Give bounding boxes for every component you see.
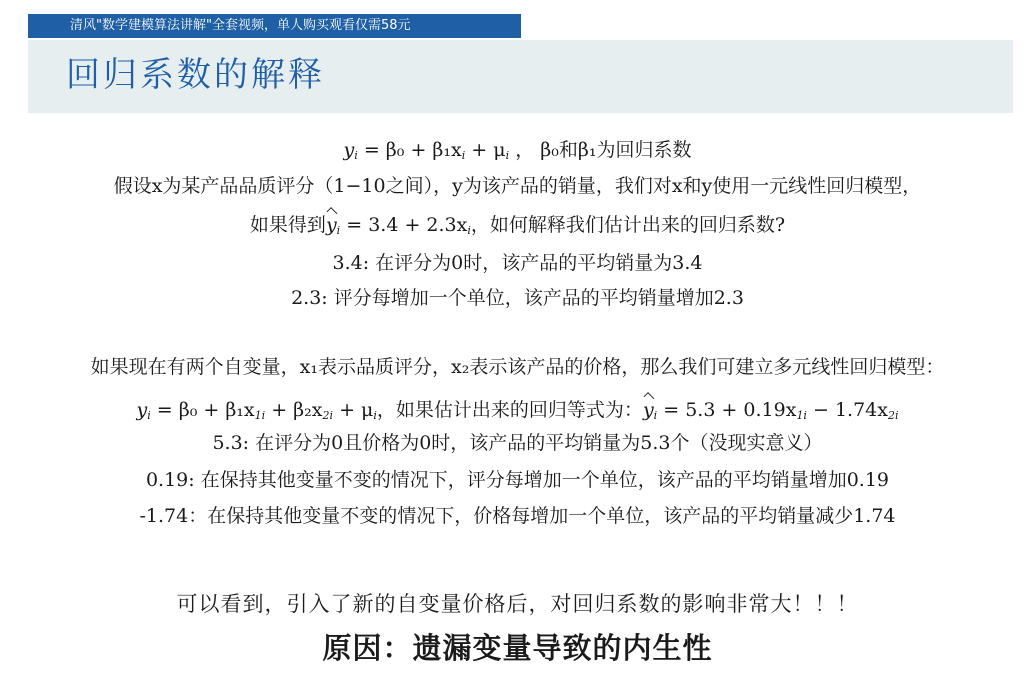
- multi-interp-intercept: 5.3: 在评分为0且价格为0时，该产品的平均销量为5.3个（没现实意义）: [212, 432, 823, 454]
- fit-prefix: 如果得到: [249, 214, 326, 236]
- multi-eq-mid: + β₂x: [265, 399, 323, 421]
- assumption-text: 假设x为某产品品质评分（1−10之间），y为该产品的销量，我们对x和y使用一元线性回归模型，: [113, 175, 922, 197]
- multi-interp-x2: -1.74：在保持其他变量不变的情况下，价格每增加一个单位，该产品的平均销量减少1.74: [139, 505, 896, 527]
- multi-mu-sub: i: [373, 409, 377, 422]
- multi-fit-y-hat: y: [642, 399, 654, 421]
- fit-eq: = 3.4 + 2.3x: [340, 214, 468, 236]
- multi-fit-x1-sub: 1i: [796, 409, 807, 422]
- conclusion-note: 可以看到，引入了新的自变量价格后，对回归系数的影响非常大！！！: [176, 592, 859, 616]
- eq-y-sub: i: [354, 149, 358, 162]
- eq-tail: ， β₀和β₁为回归系数: [509, 139, 692, 161]
- multi-x1-sub: 1i: [254, 409, 266, 422]
- multi-eq-y-sub: i: [147, 409, 151, 422]
- top-banner: [28, 14, 521, 38]
- multi-fit-y-sub: i: [653, 409, 658, 422]
- fit-suffix: ，如何解释我们估计出来的回归系数?: [470, 214, 786, 236]
- multi-eq-rhs: = β₀ + β₁x: [150, 399, 255, 421]
- eq-mu-sub: i: [505, 149, 510, 162]
- multi-interp-x1: 0.19: 在保持其他变量不变的情况下，评分每增加一个单位，该产品的平均销量增加0.19: [145, 469, 890, 491]
- multi-intro: 如果现在有两个自变量，x₁表示品质评分，x₂表示该产品的价格，那么我们可建立多元线性回归模型：: [90, 356, 945, 378]
- conclusion-reason: 原因：遗漏变量导致的内生性: [322, 631, 713, 665]
- slide-title: 回归系数的解释: [66, 55, 325, 95]
- multi-eq-text: ，如果估计出来的回归等式为：: [376, 399, 643, 421]
- simple-interp-slope: 2.3: 评分每增加一个单位，该产品的平均销量增加2.3: [291, 287, 744, 309]
- multi-eq-mu: + μ: [333, 399, 374, 421]
- eq-mu: + μ: [465, 139, 506, 161]
- eq-rhs: = β₀ + β₁x: [363, 139, 462, 161]
- simple-model-equation: [0, 137, 1035, 169]
- eq-y: y: [343, 139, 355, 161]
- simple-interp-intercept: 3.4: 在评分为0时，该产品的平均销量为3.4: [332, 252, 703, 274]
- multi-fit-x2-sub: 2i: [888, 409, 899, 422]
- eq-x-sub: i: [461, 149, 466, 162]
- multi-fit-eq2: − 1.74x: [806, 399, 888, 421]
- multi-x2-sub: 2i: [322, 409, 334, 422]
- fit-y-hat: y: [325, 214, 337, 236]
- fit-y-sub: i: [336, 224, 341, 237]
- banner-text: 清风"数学建模算法讲解"全套视频，单人购买观看仅需58元: [70, 18, 411, 33]
- simple-fit-line: [0, 212, 1035, 244]
- title-bar: [28, 40, 1013, 113]
- multi-eq-y: y: [136, 399, 148, 421]
- fit-x-sub: i: [467, 224, 471, 237]
- multi-fit-eq1: = 5.3 + 0.19x: [657, 399, 797, 421]
- multi-model-equation: [0, 397, 1035, 429]
